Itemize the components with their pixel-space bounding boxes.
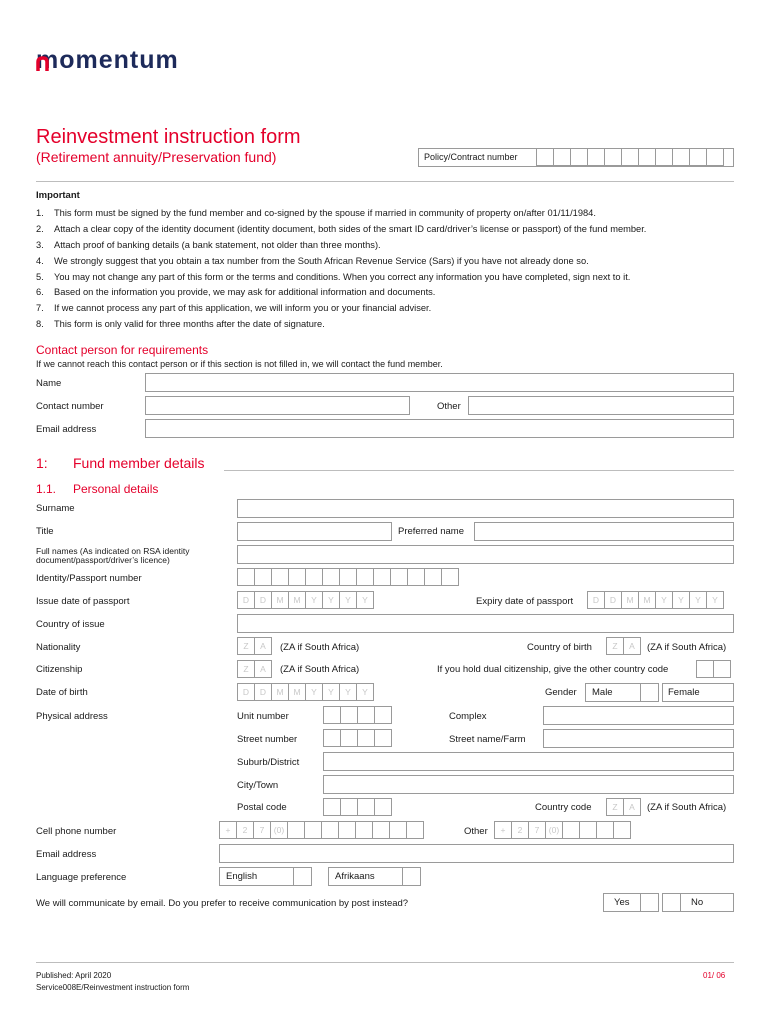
contact-other-label: Other	[437, 401, 461, 412]
input-cell[interactable]	[357, 706, 375, 724]
input-cell[interactable]	[340, 729, 358, 747]
important-item	[36, 319, 736, 335]
preferred-name-input[interactable]	[474, 522, 734, 541]
input-cell[interactable]	[356, 568, 374, 586]
input-cell[interactable]: A	[254, 637, 272, 655]
page-total: / 06	[711, 971, 726, 980]
input-cell[interactable]: M	[621, 591, 639, 609]
input-cell[interactable]	[655, 148, 673, 166]
input-cell[interactable]	[390, 568, 408, 586]
language-afrikaans-option: Afrikaans	[328, 867, 403, 886]
divider	[36, 181, 734, 182]
input-cell[interactable]: (0)	[545, 821, 563, 839]
important-item-number: 8.	[36, 319, 44, 330]
input-cell[interactable]: Y	[322, 591, 340, 609]
city-input[interactable]	[323, 775, 734, 794]
country-birth-cells[interactable]	[606, 637, 640, 655]
input-cell[interactable]: 2	[511, 821, 529, 839]
important-item-text: This form is only valid for three months after the date of signature.	[54, 319, 325, 330]
contact-heading: Contact person for requirements	[36, 343, 209, 357]
input-cell[interactable]: D	[254, 683, 272, 701]
other-phone-cells[interactable]	[494, 821, 630, 839]
gender-male-option: Male	[585, 683, 641, 702]
section-1-1-title: Personal details	[73, 482, 159, 496]
surname-label: Surname	[36, 503, 75, 514]
input-cell[interactable]: Z	[606, 637, 624, 655]
input-cell[interactable]	[587, 148, 605, 166]
input-cell[interactable]	[355, 821, 373, 839]
input-cell[interactable]	[374, 798, 392, 816]
input-cell[interactable]: Y	[356, 591, 374, 609]
city-label: City/Town	[237, 780, 279, 791]
input-cell[interactable]: 7	[253, 821, 271, 839]
input-cell[interactable]	[579, 821, 597, 839]
expiry-date-cells[interactable]	[587, 591, 723, 609]
input-cell[interactable]	[638, 148, 656, 166]
input-cell[interactable]	[338, 821, 356, 839]
street-name-input[interactable]	[543, 729, 734, 748]
input-cell[interactable]	[604, 148, 622, 166]
input-cell[interactable]: M	[288, 683, 306, 701]
important-item	[36, 240, 736, 256]
input-cell[interactable]	[713, 660, 731, 678]
input-cell[interactable]	[613, 821, 631, 839]
input-cell[interactable]	[237, 568, 255, 586]
input-cell[interactable]	[570, 148, 588, 166]
input-cell[interactable]: A	[623, 637, 641, 655]
input-cell[interactable]	[553, 148, 571, 166]
contact-name-input[interactable]	[145, 373, 734, 392]
dob-label: Date of birth	[36, 687, 88, 698]
input-cell[interactable]	[323, 798, 341, 816]
page-current: 01	[703, 971, 712, 980]
input-cell[interactable]: M	[271, 683, 289, 701]
important-list	[36, 208, 736, 335]
input-cell[interactable]	[322, 568, 340, 586]
important-item-number: 7.	[36, 303, 44, 314]
cell-phone-cells[interactable]	[219, 821, 423, 839]
citizenship-label: Citizenship	[36, 664, 83, 675]
input-cell[interactable]	[424, 568, 442, 586]
nationality-za-note: (ZA if South Africa)	[280, 642, 360, 653]
country-birth-za-note: (ZA if South Africa)	[647, 642, 727, 653]
input-cell[interactable]	[562, 821, 580, 839]
input-cell[interactable]: Y	[339, 683, 357, 701]
input-cell[interactable]	[407, 568, 425, 586]
section-1-rule	[224, 470, 734, 471]
input-cell[interactable]: Y	[356, 683, 374, 701]
input-cell[interactable]	[706, 148, 724, 166]
gender-male-checkbox[interactable]	[640, 683, 659, 702]
input-cell[interactable]	[254, 568, 272, 586]
contact-email-input[interactable]	[145, 419, 734, 438]
id-number-cells[interactable]	[237, 568, 458, 586]
input-cell[interactable]: M	[288, 591, 306, 609]
input-cell[interactable]	[339, 568, 357, 586]
logo-mark-icon	[36, 56, 58, 72]
gender-female-option: Female	[662, 683, 734, 702]
post-yes-option: Yes	[603, 893, 641, 912]
full-names-input[interactable]	[237, 545, 734, 564]
postal-code-label: Postal code	[237, 802, 287, 813]
dob-cells[interactable]	[237, 683, 373, 701]
input-cell[interactable]	[374, 706, 392, 724]
language-english-checkbox[interactable]	[293, 867, 312, 886]
input-cell[interactable]: A	[623, 798, 641, 816]
important-item-number: 5.	[36, 271, 44, 282]
title-label: Title	[36, 526, 54, 537]
input-cell[interactable]	[340, 706, 358, 724]
input-cell[interactable]	[406, 821, 424, 839]
input-cell[interactable]	[357, 798, 375, 816]
important-item-text: Attach a clear copy of the identity document (identity document, both sides of the smart ID card/driver’s license or passport) of the fund member.	[54, 223, 647, 234]
important-item	[36, 256, 736, 272]
input-cell[interactable]	[621, 148, 639, 166]
street-name-label: Street name/Farm	[449, 734, 526, 745]
input-cell[interactable]: Y	[655, 591, 673, 609]
email-label: Email address	[36, 849, 97, 860]
country-code-za-note: (ZA if South Africa)	[647, 802, 727, 813]
section-1-number: 1:	[36, 455, 48, 471]
input-cell[interactable]: D	[604, 591, 622, 609]
input-cell[interactable]	[323, 729, 341, 747]
input-cell[interactable]	[304, 821, 322, 839]
suburb-label: Suburb/District	[237, 757, 300, 768]
post-yes-checkbox[interactable]	[640, 893, 659, 912]
input-cell[interactable]: Y	[305, 683, 323, 701]
important-item-text: Attach proof of banking details (a bank statement, not older than three months).	[54, 239, 381, 250]
input-cell[interactable]	[288, 568, 306, 586]
email-input[interactable]	[219, 844, 734, 863]
citizenship-za-note: (ZA if South Africa)	[280, 664, 360, 675]
important-item	[36, 287, 736, 303]
input-cell[interactable]	[689, 148, 707, 166]
input-cell[interactable]: Z	[606, 798, 624, 816]
country-code-label: Country code	[535, 802, 592, 813]
footer-form-code: Service008E/Reinvestment instruction form	[36, 983, 190, 992]
important-item-number: 4.	[36, 255, 44, 266]
input-cell[interactable]: A	[254, 660, 272, 678]
input-cell[interactable]	[321, 821, 339, 839]
street-number-label: Street number	[237, 734, 298, 745]
expiry-date-label: Expiry date of passport	[476, 596, 574, 607]
important-item-number: 2.	[36, 223, 44, 234]
important-item	[36, 208, 736, 224]
street-number-cells[interactable]	[323, 729, 391, 747]
input-cell[interactable]	[389, 821, 407, 839]
section-1-title: Fund member details	[73, 455, 205, 471]
postal-code-cells[interactable]	[323, 798, 391, 816]
country-code-cells[interactable]	[606, 798, 640, 816]
issue-date-cells[interactable]	[237, 591, 373, 609]
title-input[interactable]	[237, 522, 392, 541]
country-issue-input[interactable]	[237, 614, 734, 633]
language-english-option: English	[219, 867, 294, 886]
footer-rule	[36, 962, 734, 963]
important-heading: Important	[36, 190, 80, 201]
important-item-number: 1.	[36, 208, 44, 218]
country-birth-label: Country of birth	[527, 642, 592, 653]
input-cell[interactable]	[536, 148, 554, 166]
important-item-text: You may not change any part of this form or the terms and conditions. When you correct any information you have completed, sign next to it.	[54, 271, 631, 282]
input-cell[interactable]: M	[638, 591, 656, 609]
suburb-input[interactable]	[323, 752, 734, 771]
input-cell[interactable]: 7	[528, 821, 546, 839]
input-cell[interactable]: D	[587, 591, 605, 609]
important-item-number: 6.	[36, 287, 44, 298]
input-cell[interactable]	[323, 706, 341, 724]
page-title: Reinvestment instruction form	[36, 126, 301, 148]
input-cell[interactable]: D	[237, 683, 255, 701]
input-cell[interactable]: Y	[322, 683, 340, 701]
contact-number-input[interactable]	[145, 396, 410, 415]
contact-email-label: Email address	[36, 424, 97, 435]
policy-label: Policy/Contract number	[424, 152, 518, 162]
page-subtitle: (Retirement annuity/Preservation fund)	[36, 149, 277, 165]
issue-date-label: Issue date of passport	[36, 596, 130, 607]
language-label: Language preference	[36, 872, 127, 883]
input-cell[interactable]: Y	[706, 591, 724, 609]
input-cell[interactable]: Z	[237, 660, 255, 678]
input-cell[interactable]	[596, 821, 614, 839]
cell-phone-label: Cell phone number	[36, 826, 117, 837]
other-phone-label: Other	[464, 826, 488, 837]
input-cell[interactable]: +	[219, 821, 237, 839]
important-item-number: 3.	[36, 239, 44, 250]
input-cell[interactable]: Y	[689, 591, 707, 609]
policy-cells[interactable]	[536, 148, 723, 166]
logo-text: momentum	[36, 46, 179, 74]
contact-name-label: Name	[36, 378, 62, 389]
input-cell[interactable]: Y	[305, 591, 323, 609]
input-cell[interactable]: Z	[237, 637, 255, 655]
gender-female-checkbox[interactable]	[662, 683, 681, 702]
footer-published: Published: April 2020	[36, 971, 112, 980]
dual-citizenship-cells[interactable]	[696, 660, 730, 678]
input-cell[interactable]: +	[494, 821, 512, 839]
input-cell[interactable]	[305, 568, 323, 586]
full-names-label-1: Full names (As indicated on RSA identity	[36, 546, 190, 556]
input-cell[interactable]: D	[237, 591, 255, 609]
contact-number-label: Contact number	[36, 401, 104, 412]
contact-other-input[interactable]	[468, 396, 734, 415]
input-cell[interactable]	[372, 821, 390, 839]
page-number	[703, 971, 725, 980]
input-cell[interactable]	[374, 729, 392, 747]
post-no-checkbox[interactable]	[662, 893, 681, 912]
id-number-label: Identity/Passport number	[36, 573, 142, 584]
important-item	[36, 303, 736, 319]
input-cell[interactable]	[441, 568, 459, 586]
gender-label: Gender	[545, 687, 577, 698]
post-question: We will communicate by email. Do you prefer to receive communication by post instead?	[36, 898, 409, 909]
input-cell[interactable]	[373, 568, 391, 586]
contact-note: If we cannot reach this contact person or if this section is not filled in, we will contact the fund member.	[36, 359, 443, 369]
preferred-name-label: Preferred name	[398, 526, 465, 537]
input-cell[interactable]	[696, 660, 714, 678]
unit-number-cells[interactable]	[323, 706, 391, 724]
citizenship-cells[interactable]	[237, 660, 271, 678]
input-cell[interactable]	[357, 729, 375, 747]
important-item-text: If we cannot process any part of this application, we will inform you or your financial adviser.	[54, 303, 432, 314]
input-cell[interactable]: D	[254, 591, 272, 609]
section-1-1-number: 1.1.	[36, 482, 57, 496]
dual-citizenship-label: If you hold dual citizenship, give the other country code	[437, 664, 669, 675]
physical-address-label: Physical address	[36, 711, 108, 722]
complex-input[interactable]	[543, 706, 734, 725]
unit-number-label: Unit number	[237, 711, 289, 722]
surname-input[interactable]	[237, 499, 734, 518]
input-cell[interactable]: Y	[339, 591, 357, 609]
important-item	[36, 224, 736, 240]
input-cell[interactable]: Y	[672, 591, 690, 609]
post-no-option: No	[680, 893, 734, 912]
input-cell[interactable]: M	[271, 591, 289, 609]
complex-label: Complex	[449, 711, 487, 722]
language-afrikaans-checkbox[interactable]	[402, 867, 421, 886]
full-names-label-2: document/passport/driver’s licence)	[36, 555, 170, 565]
nationality-label: Nationality	[36, 642, 81, 653]
important-item-text: This form must be signed by the fund member and co-signed by the spouse if married in community of property on/after 01/11/1984.	[54, 208, 596, 218]
important-item-text: We strongly suggest that you obtain a tax number from the South African Revenue Service (Sars) if you have not already done so.	[54, 255, 589, 266]
input-cell[interactable]	[340, 798, 358, 816]
input-cell[interactable]	[271, 568, 289, 586]
important-item-text: Based on the information you provide, we may ask for additional information and documents.	[54, 287, 436, 298]
input-cell[interactable]: (0)	[270, 821, 288, 839]
input-cell[interactable]	[287, 821, 305, 839]
input-cell[interactable]: 2	[236, 821, 254, 839]
input-cell[interactable]	[672, 148, 690, 166]
nationality-cells[interactable]	[237, 637, 271, 655]
country-issue-label: Country of issue	[36, 619, 105, 630]
important-item	[36, 272, 736, 288]
